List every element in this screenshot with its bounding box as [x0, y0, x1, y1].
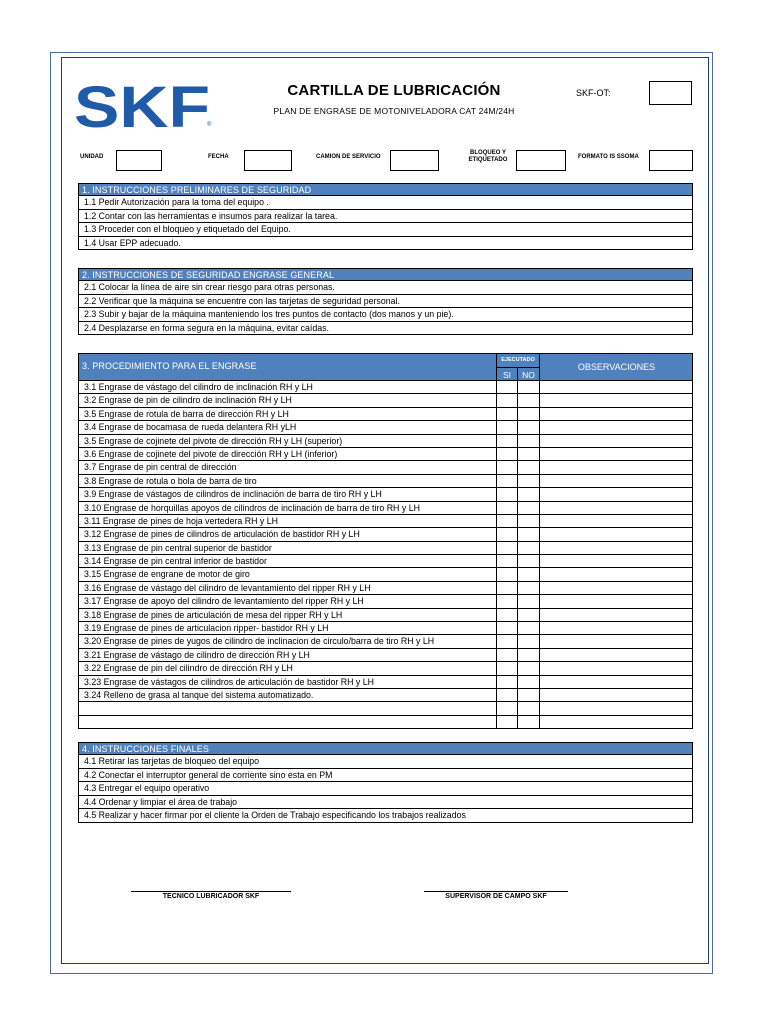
no-cell[interactable]: [517, 381, 539, 393]
observaciones-cell[interactable]: [539, 716, 693, 728]
procedure-rows: [78, 381, 693, 729]
procedure-item-text: 3.4 Engrase de bocamasa de rueda delantera RH yLH: [84, 422, 297, 433]
si-cell[interactable]: [496, 568, 517, 580]
procedure-item-text: 3.17 Engrase de apoyo del cilindro de levantamiento del ripper RH y LH: [84, 596, 364, 607]
observaciones-cell[interactable]: [539, 555, 693, 567]
list-item: 4.5 Realizar y hacer firmar por el cliente la Orden de Trabajo especificando los trabajos realizados: [78, 809, 693, 823]
logo-text: SKF: [74, 85, 210, 129]
si-cell[interactable]: [496, 649, 517, 661]
si-cell[interactable]: [496, 555, 517, 567]
observaciones-cell[interactable]: [539, 595, 693, 607]
observaciones-cell[interactable]: [539, 582, 693, 594]
no-cell[interactable]: [517, 582, 539, 594]
table-row: [78, 582, 693, 595]
registered-mark: ®: [207, 122, 212, 128]
no-cell[interactable]: [517, 568, 539, 580]
observaciones-cell[interactable]: [539, 609, 693, 621]
observaciones-cell[interactable]: [539, 528, 693, 540]
no-cell[interactable]: [517, 421, 539, 433]
table-row: [78, 555, 693, 568]
page-title: CARTILLA DE LUBRICACIÓN: [287, 82, 501, 99]
table-row: [78, 635, 693, 648]
observaciones-cell[interactable]: [539, 689, 693, 701]
bloqueo-label: [466, 150, 510, 164]
section-3-title: 3. PROCEDIMIENTO PARA EL ENGRASE: [82, 361, 257, 371]
procedure-item-text: 3.24 Relleno de grasa al tanque del sistema automatizado.: [84, 689, 314, 700]
ot-input[interactable]: [649, 81, 692, 105]
si-cell[interactable]: [496, 716, 517, 728]
observaciones-cell[interactable]: [539, 421, 693, 433]
unidad-field[interactable]: [116, 150, 162, 171]
bloqueo-label-line1: BLOQUEO Y: [470, 150, 506, 156]
formato-label: FORMATO IS SSOMA: [578, 154, 639, 160]
unidad-label: UNIDAD: [80, 154, 104, 160]
table-row: [78, 475, 693, 488]
observaciones-cell[interactable]: [539, 676, 693, 688]
section-1: [78, 183, 693, 250]
no-cell[interactable]: [517, 475, 539, 487]
observaciones-cell[interactable]: [539, 542, 693, 554]
table-row: [78, 716, 693, 729]
table-row: [78, 421, 693, 434]
no-cell[interactable]: [517, 528, 539, 540]
observaciones-cell[interactable]: [539, 475, 693, 487]
list-item: 4.4 Ordenar y limpiar el área de trabajo: [78, 796, 693, 810]
observaciones-cell[interactable]: [539, 448, 693, 460]
procedure-item-text: 3.21 Engrase de vástago de cilindro de dirección RH y LH: [84, 649, 310, 660]
no-cell[interactable]: [517, 622, 539, 634]
table-row: [78, 622, 693, 635]
camion-label: CAMION DE SERVICIO: [316, 154, 381, 160]
observaciones-cell[interactable]: [539, 381, 693, 393]
ejecutado-header: EJECUTADO: [496, 354, 539, 367]
si-cell[interactable]: [496, 622, 517, 634]
procedure-item-text: 3.16 Engrase de vástago del cilindro de levantamiento del ripper RH y LH: [84, 582, 371, 593]
section-3: [78, 353, 693, 729]
procedure-item-text: 3.6 Engrase de cojinete del pivote de dirección RH y LH (inferior): [84, 448, 338, 459]
observaciones-cell[interactable]: [539, 435, 693, 447]
si-cell[interactable]: [496, 461, 517, 473]
no-cell[interactable]: [517, 555, 539, 567]
list-item: 1.4 Usar EPP adecuado.: [78, 237, 693, 251]
list-item: 2.1 Colocar la línea de aire sin crear riesgo para otras personas.: [78, 281, 693, 295]
no-cell[interactable]: [517, 609, 539, 621]
fecha-label: FECHA: [208, 154, 229, 160]
no-cell[interactable]: [517, 461, 539, 473]
no-cell[interactable]: [517, 716, 539, 728]
observaciones-cell[interactable]: [539, 568, 693, 580]
no-cell[interactable]: [517, 635, 539, 647]
table-row: [78, 595, 693, 608]
no-cell[interactable]: [517, 488, 539, 500]
table-row: [78, 649, 693, 662]
si-cell[interactable]: [496, 542, 517, 554]
table-row: [78, 528, 693, 541]
no-cell[interactable]: [517, 595, 539, 607]
procedure-item-text: 3.2 Engrase de pin de cilindro de inclinación RH y LH: [84, 395, 292, 406]
table-row: [78, 662, 693, 675]
procedure-item-text: 3.15 Engrase de engrane de motor de giro: [84, 569, 250, 580]
section-2-title: 2. INSTRUCCIONES DE SEGURIDAD ENGRASE GENERAL: [78, 268, 693, 281]
no-cell[interactable]: [517, 502, 539, 514]
procedure-item-text: 3.12 Engrase de pines de cilindros de articulación de bastidor RH y LH: [84, 529, 360, 540]
signature-label-left: TECNICO LUBRICADOR SKF: [162, 893, 260, 900]
no-cell[interactable]: [517, 515, 539, 527]
list-item: 1.3 Proceder con el bloqueo y etiquetado del Equipo.: [78, 223, 693, 237]
fecha-field[interactable]: [244, 150, 292, 171]
observaciones-cell[interactable]: [539, 394, 693, 406]
si-cell[interactable]: [496, 381, 517, 393]
si-cell[interactable]: [496, 528, 517, 540]
procedure-item-text: 3.7 Engrase de pin central de dirección: [84, 462, 237, 473]
si-cell[interactable]: [496, 435, 517, 447]
list-item: 1.2 Contar con las herramientas e insumos para realizar la tarea.: [78, 210, 693, 224]
procedure-item-text: 3.14 Engrase de pin central inferior de bastidor: [84, 556, 267, 567]
table-row: [78, 461, 693, 474]
section-2: [78, 268, 693, 335]
no-cell[interactable]: [517, 649, 539, 661]
si-cell[interactable]: [496, 702, 517, 714]
list-item: 4.2 Conectar el interruptor general de corriente sino esta en PM: [78, 769, 693, 783]
table-row: [78, 702, 693, 715]
si-cell[interactable]: [496, 676, 517, 688]
bloqueo-label-line2: ETIQUETADO: [468, 157, 508, 163]
si-cell[interactable]: [496, 421, 517, 433]
signature-line-right: [424, 891, 568, 892]
si-cell[interactable]: [496, 595, 517, 607]
no-cell[interactable]: [517, 408, 539, 420]
observaciones-cell[interactable]: [539, 461, 693, 473]
table-row: [78, 408, 693, 421]
page-subtitle: PLAN DE ENGRASE DE MOTONIVELADORA CAT 24M/24H: [273, 106, 515, 116]
procedure-item-text: 3.11 Engrase de pines de hoja vertedera RH y LH: [84, 515, 278, 526]
no-cell[interactable]: [517, 435, 539, 447]
si-header: SI: [496, 367, 517, 381]
si-cell[interactable]: [496, 582, 517, 594]
list-item: 1.1 Pedir Autorización para la toma del equipo .: [78, 196, 693, 210]
no-cell[interactable]: [517, 448, 539, 460]
si-cell[interactable]: [496, 488, 517, 500]
section-1-title: 1. INSTRUCCIONES PRELIMINARES DE SEGURIDAD: [78, 183, 693, 196]
skf-logo: [74, 85, 216, 129]
si-cell[interactable]: [496, 408, 517, 420]
observaciones-header: OBSERVACIONES: [539, 354, 693, 380]
no-header: NO: [517, 367, 539, 381]
table-row: [78, 435, 693, 448]
table-row: [78, 676, 693, 689]
procedure-item-text: 3.9 Engrase de vástagos de cilindros de inclinación de barra de tiro RH y LH: [84, 489, 382, 500]
section-4-title: 4. INSTRUCCIONES FINALES: [78, 742, 693, 755]
procedure-item-text: 3.18 Engrase de pines de articulación de mesa del ripper RH y LH: [84, 609, 343, 620]
no-cell[interactable]: [517, 542, 539, 554]
observaciones-cell[interactable]: [539, 649, 693, 661]
procedure-item-text: 3.10 Engrase de horquillas apoyos de cilindros de inclinación de barra de tiro RH y LH: [84, 502, 420, 513]
list-item: 2.4 Desplazarse en forma segura en la máquina, evitar caídas.: [78, 322, 693, 336]
section-4: [78, 742, 693, 823]
si-cell[interactable]: [496, 475, 517, 487]
si-cell[interactable]: [496, 609, 517, 621]
no-cell[interactable]: [517, 689, 539, 701]
table-row: [78, 542, 693, 555]
table-row: [78, 381, 693, 394]
observaciones-cell[interactable]: [539, 488, 693, 500]
signature-line-left: [131, 891, 291, 892]
no-cell[interactable]: [517, 702, 539, 714]
observaciones-cell[interactable]: [539, 702, 693, 714]
table-row: [78, 515, 693, 528]
list-item: 2.2 Verificar que la máquina se encuentre con las tarjetas de seguridad personal.: [78, 295, 693, 309]
no-cell[interactable]: [517, 676, 539, 688]
signature-label-right: SUPERVISOR DE CAMPO SKF: [445, 893, 547, 900]
si-cell[interactable]: [496, 689, 517, 701]
ot-label: SKF-OT:: [576, 88, 611, 98]
formato-field[interactable]: [649, 150, 693, 171]
procedure-item-text: 3.8 Engrase de rotula o bola de barra de tiro: [84, 475, 257, 486]
si-cell[interactable]: [496, 394, 517, 406]
procedure-item-text: 3.1 Engrase de vástago del cilindro de inclinación RH y LH: [84, 382, 313, 392]
no-cell[interactable]: [517, 662, 539, 674]
table-row: [78, 568, 693, 581]
si-cell[interactable]: [496, 448, 517, 460]
observaciones-cell[interactable]: [539, 635, 693, 647]
table-row: [78, 689, 693, 702]
section-3-header: [78, 353, 693, 381]
si-cell[interactable]: [496, 502, 517, 514]
no-cell[interactable]: [517, 394, 539, 406]
bloqueo-field[interactable]: [516, 150, 566, 171]
observaciones-cell[interactable]: [539, 515, 693, 527]
si-cell[interactable]: [496, 635, 517, 647]
list-item: 2.3 Subir y bajar de la máquina manteniendo los tres puntos de contacto (dos manos y un pie).: [78, 308, 693, 322]
observaciones-cell[interactable]: [539, 408, 693, 420]
procedure-item-text: 3.5 Engrase de cojinete del pivote de dirección RH y LH (superior): [84, 435, 343, 446]
table-row: [78, 448, 693, 461]
procedure-item-text: 3.23 Engrase de vástagos de cilindros de articulación de bastidor RH y LH: [84, 676, 374, 687]
procedure-item-text: 3.19 Engrase de pines de articulacion ripper- bastidor RH y LH: [84, 623, 329, 634]
si-cell[interactable]: [496, 662, 517, 674]
observaciones-cell[interactable]: [539, 622, 693, 634]
observaciones-cell[interactable]: [539, 662, 693, 674]
procedure-item-text: 3.22 Engrase de pin del cilindro de dirección RH y LH: [84, 663, 293, 674]
list-item: 4.1 Retirar las tarjetas de bloqueo del equipo: [78, 755, 693, 769]
table-row: [78, 394, 693, 407]
procedure-item-text: 3.20 Engrase de pines de yugos de cilindro de inclinacion de circulo/barra de tiro RH y LH: [84, 636, 435, 647]
list-item: 4.3 Entregar el equipo operativo: [78, 782, 693, 796]
si-cell[interactable]: [496, 515, 517, 527]
camion-field[interactable]: [390, 150, 439, 171]
table-row: [78, 502, 693, 515]
table-row: [78, 609, 693, 622]
procedure-item-text: 3.5 Engrase de rotula de barra de dirección RH y LH: [84, 408, 289, 419]
procedure-item-text: 3.13 Engrase de pin central superior de bastidor: [84, 542, 272, 553]
table-row: [78, 488, 693, 501]
observaciones-cell[interactable]: [539, 502, 693, 514]
